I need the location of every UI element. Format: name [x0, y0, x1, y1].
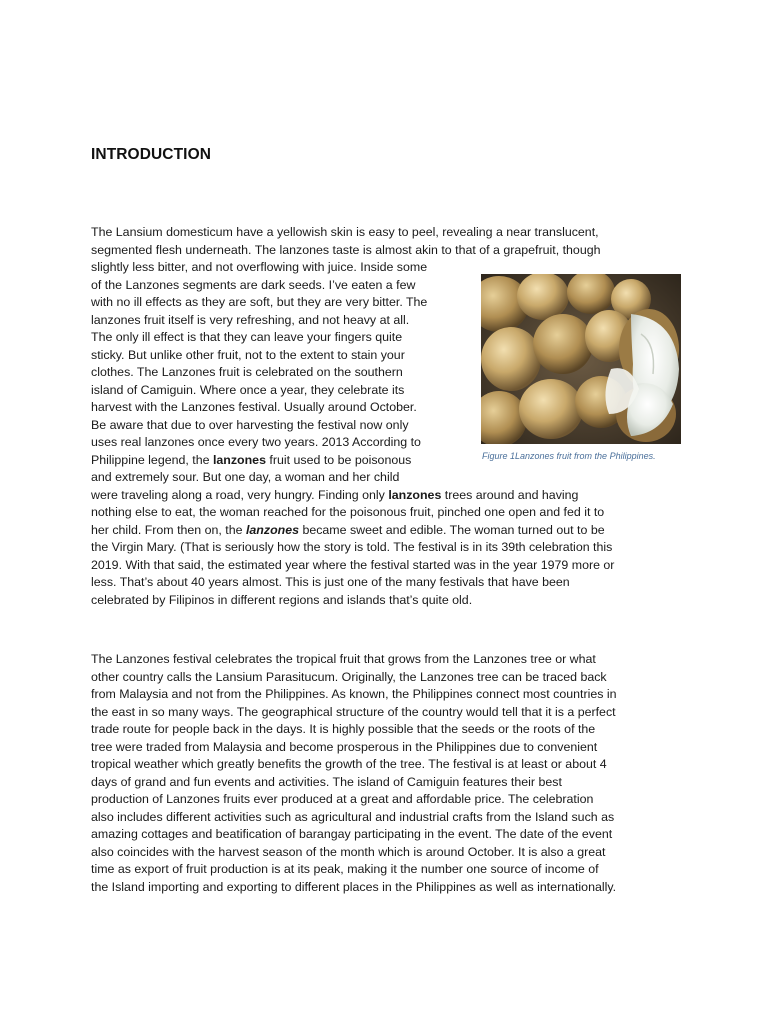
paragraph1-line: slightly less bitter, and not overflowing with juice. Inside some	[91, 260, 428, 274]
paragraph1-line: clothes. The Lanzones fruit is celebrated on the southern	[91, 365, 403, 379]
paragraph1-line	[91, 487, 578, 505]
paragraph1-line: 2019. With that said, the estimated year where the festival started was in the year 1979 more or	[91, 557, 615, 572]
emphasis-lanzones: lanzones	[388, 487, 442, 502]
paragraph1-line: The only ill effect is that they can leave your fingers quite	[91, 330, 403, 344]
lanzones-photo	[481, 274, 681, 444]
paragraph2-line: tree were traded from Malaysia and become prosperous in the Philippines due to convenient	[91, 739, 598, 754]
paragraph2-line: the Island importing and exporting to different places in the Philippines as well as internationally.	[91, 879, 617, 894]
paragraph2-line: also coincides with the harvest season of the month which is around October. It is also a great	[91, 844, 606, 859]
paragraph1-line: nothing else to eat, the woman reached for the poisonous fruit, pinched one open and fed it to	[91, 505, 605, 519]
paragraph1-line: with no ill effects as they are soft, but they are very bitter. The	[91, 295, 428, 309]
paragraph2-line: the east in so many ways. The geographical structure of the country would tell that it is a perfect	[91, 704, 616, 719]
italic-run: lanzones	[245, 522, 299, 537]
paragraph1-line	[91, 452, 411, 470]
paragraph2-line: amazing cottages and beatification of barangay participating in the event. The date of the event	[91, 827, 613, 841]
paragraph2-line: The Lanzones festival celebrates the tropical fruit that grows from the Lanzones tree or what	[91, 652, 596, 666]
text-run: trees around and having	[441, 487, 579, 502]
text-run: Philippine legend, the	[91, 452, 213, 467]
paragraph1-line: and extremely sour. But one day, a woman and her child	[91, 470, 400, 484]
text-run: her child. From then on, the	[91, 522, 246, 537]
text-run: were traveling along a road, very hungry. Finding only	[91, 487, 389, 502]
figure-caption: Figure 1Lanzones fruit from the Philippines.	[482, 451, 656, 461]
paragraph2-line: also includes different activities such as agricultural and industrial crafts from the Island such as	[91, 809, 615, 824]
paragraph1-line: lanzones fruit itself is very refreshing, and not heavy at all.	[91, 312, 410, 327]
paragraph2-line: tropical weather which greatly benefits the growth of the tree. The festival is at least or about 4	[91, 757, 607, 771]
paragraph1-line: island of Camiguin. Where once a year, they celebrate its	[91, 382, 405, 397]
paragraph1-line: harvest with the Lanzones festival. Usually around October.	[91, 400, 417, 414]
paragraph2-line: production of Lanzones fruits ever produced at a great and affordable price. The celebration	[91, 792, 594, 806]
section-heading: INTRODUCTION	[91, 146, 212, 163]
paragraph2-line: days of grand and fun events and activities. The island of Camiguin features their best	[91, 774, 562, 789]
paragraph1-line: The Lansium domesticum have a yellowish skin is easy to peel, revealing a near translucent,	[91, 225, 599, 239]
text-run: fruit used to be poisonous	[265, 452, 412, 467]
text-run: became sweet and edible. The woman turned out to be	[299, 522, 605, 537]
paragraph2-line: from Malaysia and not from the Philippines. As known, the Philippines connect most countries in	[91, 687, 617, 701]
paragraph1-line: segmented flesh underneath. The lanzones taste is almost akin to that of a grapefruit, though	[91, 242, 601, 257]
paragraph1-line: uses real lanzones once every two years. 2013 According to	[91, 435, 421, 449]
paragraph1-line: the Virgin Mary. (That is seriously how the story is told. The festival is in its 39th celebration this	[91, 540, 613, 554]
paragraph1-line: celebrated by Filipinos in different regions and islands that’s quite old.	[91, 592, 473, 607]
emphasis-lanzones-italic	[246, 523, 299, 537]
paragraph1-line: of the Lanzones segments are dark seeds. I’ve eaten a few	[91, 277, 416, 292]
paragraph1-line	[91, 522, 605, 540]
paragraph2-line: time as export of fruit production is at its peak, making it the number one source of income of	[91, 862, 599, 876]
paragraph2-line: trade route for people back in the days. It is highly possible that the seeds or the roots of the	[91, 722, 596, 736]
paragraph1-line: Be aware that due to over harvesting the festival now only	[91, 417, 409, 432]
paragraph1-line: less. That’s about 40 years almost. This is just one of the many festivals that have been	[91, 575, 570, 589]
paragraph2-line: other country calls the Lansium Parasitucum. Originally, the Lanzones tree can be traced back	[91, 669, 607, 684]
emphasis-lanzones: lanzones	[212, 452, 266, 467]
paragraph1-line: sticky. But unlike other fruit, not to the extent to stain your	[91, 347, 405, 362]
